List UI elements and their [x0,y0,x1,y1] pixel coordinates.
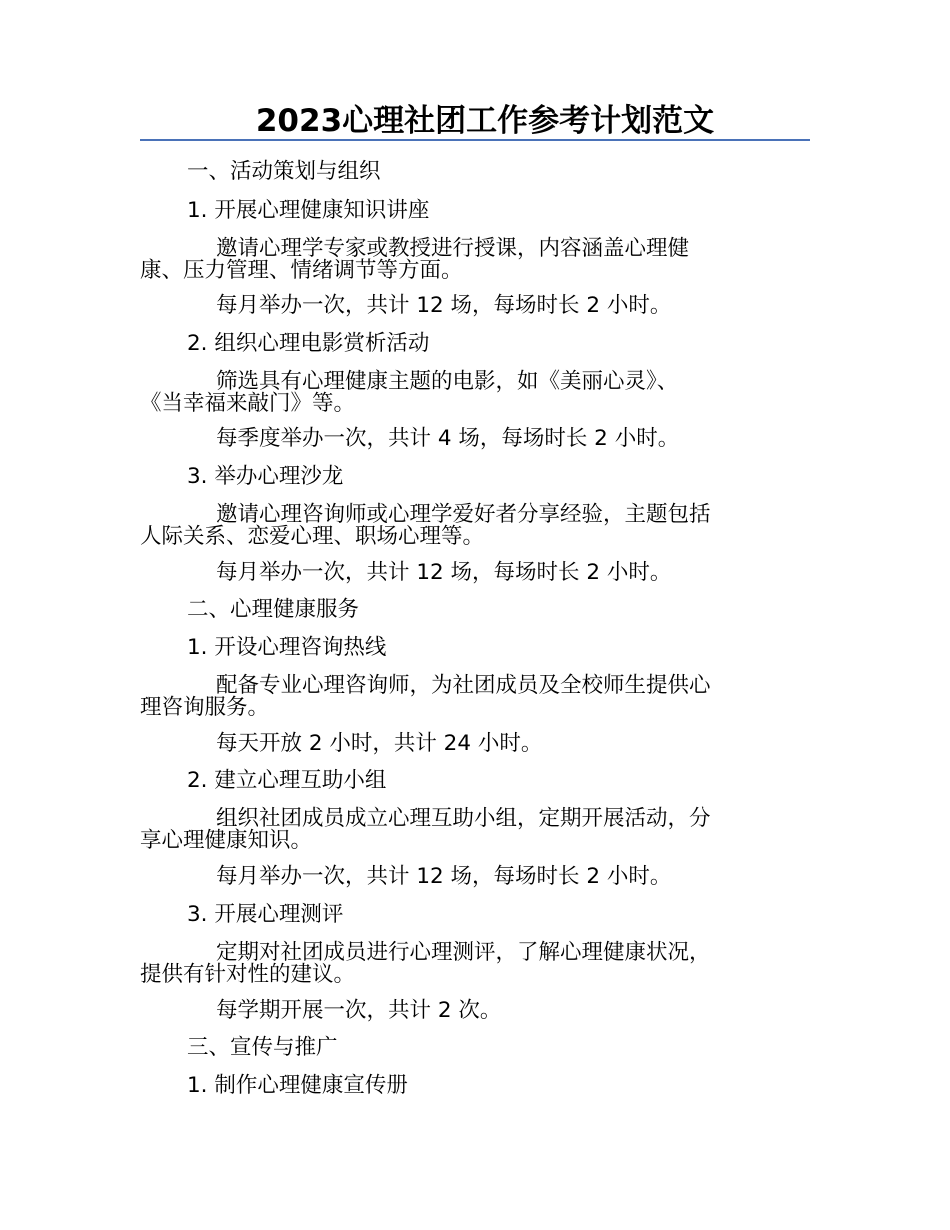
item-frequency: 每天开放 2 小时，共计 24 小时。 [216,731,543,756]
item-description: 邀请心理咨询师或心理学爱好者分享经验，主题包括 [216,502,711,527]
section-heading: 二、心理健康服务 [187,597,360,622]
item-heading: 1. 开设心理咨询热线 [187,635,387,660]
item-frequency: 每月举办一次，共计 12 场，每场时长 2 小时。 [216,560,672,585]
section-heading: 三、宣传与推广 [187,1035,338,1060]
item-description-continued: 理咨询服务。 [140,695,270,720]
item-heading: 2. 组织心理电影赏析活动 [187,331,430,356]
document-title: 2023心理社团工作参考计划范文 [255,103,715,139]
item-heading: 3. 开展心理测评 [187,902,344,927]
item-description-continued: 提供有针对性的建议。 [140,962,356,987]
item-description-continued: 康、压力管理、情绪调节等方面。 [140,258,463,283]
item-frequency: 每月举办一次，共计 12 场，每场时长 2 小时。 [216,293,672,318]
item-frequency: 每月举办一次，共计 12 场，每场时长 2 小时。 [216,864,672,889]
item-heading: 1. 开展心理健康知识讲座 [187,198,430,223]
item-frequency: 每学期开展一次，共计 2 次。 [216,998,502,1023]
item-heading: 3. 举办心理沙龙 [187,464,344,489]
item-description: 筛选具有心理健康主题的电影，如《美丽心灵》、 [216,369,679,394]
item-heading: 2. 建立心理互助小组 [187,768,387,793]
item-heading: 1. 制作心理健康宣传册 [187,1073,408,1098]
item-description: 定期对社团成员进行心理测评，了解心理健康状况， [216,940,711,965]
item-frequency: 每季度举办一次，共计 4 场，每场时长 2 小时。 [216,426,680,451]
item-description: 组织社团成员成立心理互助小组，定期开展活动，分 [216,806,711,831]
item-description-continued: 人际关系、恋爱心理、职场心理等。 [140,524,485,549]
section-heading: 一、活动策划与组织 [187,159,381,184]
item-description: 邀请心理学专家或教授进行授课，内容涵盖心理健 [216,236,690,261]
item-description-continued: 享心理健康知识。 [140,828,313,853]
item-description: 配备专业心理咨询师，为社团成员及全校师生提供心 [216,673,711,698]
title-underline [140,139,810,141]
item-description-continued: 《当幸福来敲门》等。 [140,391,356,416]
